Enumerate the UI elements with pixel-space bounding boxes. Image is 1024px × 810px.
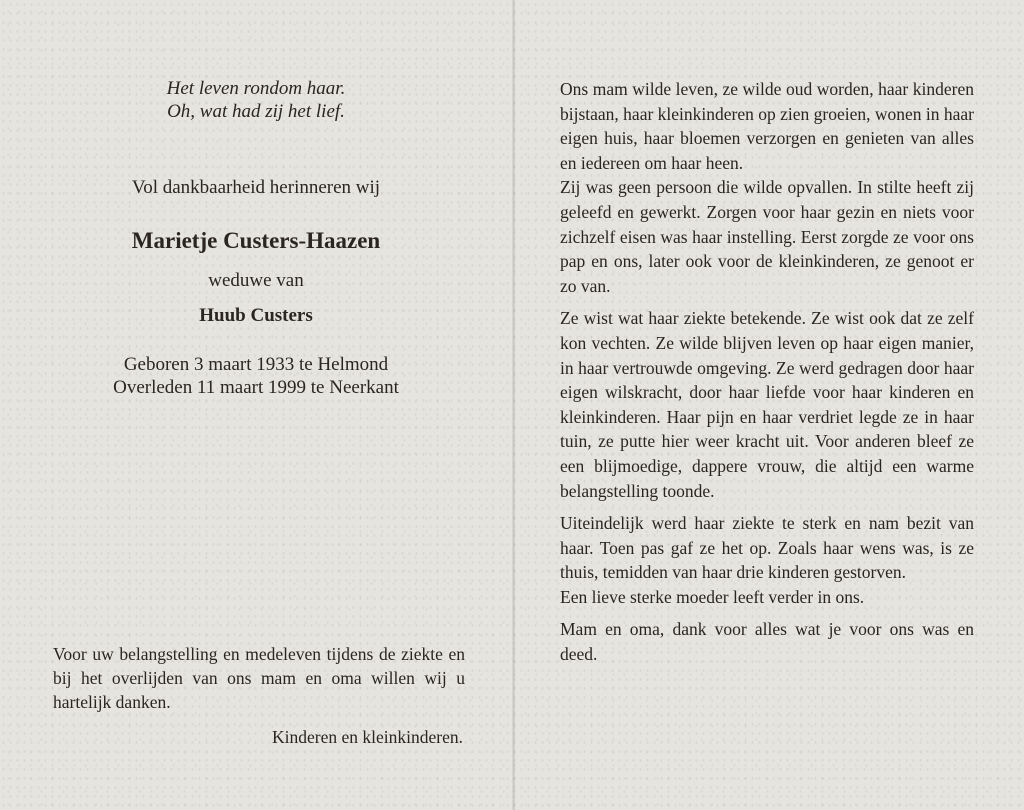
husband-name: Huub Custers — [199, 305, 313, 326]
signature: Kinderen en kleinkinderen. — [272, 727, 463, 747]
paragraph-5: Een lieve sterke moeder leeft verder in ons. — [560, 586, 865, 607]
paragraph-1: Ons mam wilde leven, ze wilde oud worden, haar kinderen bijstaan, haar kleinkinderen op zien groeien, wonen in haar eigen huis, haar bloemen verzorgen en genieten van alles en iedereen om haar heen. — [560, 79, 975, 173]
death-line: Overleden 11 maart 1999 te Neerkant — [113, 377, 399, 398]
thanks-text: Voor uw belangstelling en medeleven tijdens de ziekte en bij het overlijden van ons mam en oma willen wij u hartelijk danken. — [53, 644, 465, 712]
card-fold — [512, 0, 516, 810]
right-panel — [518, 0, 1024, 810]
deceased-name: Marietje Custers-Haazen — [131, 228, 381, 253]
birth-line: Geboren 3 maart 1933 te Helmond — [123, 354, 389, 375]
motto-line-2: Oh, wat had zij het lief. — [167, 101, 345, 122]
intro-text: Vol dankbaarheid herinneren wij — [131, 177, 381, 198]
paragraph-6: Mam en oma, dank voor alles wat je voor ons was en deed. — [560, 619, 974, 665]
widow-of-label: weduwe van — [208, 270, 304, 291]
paragraph-2: Zij was geen persoon die wilde opvallen. In stilte heeft zij geleefd en gewerkt. Zorgen voor haar gezin en niets voor zichzelf eisen was haar instelling. Eerst zorgde ze voor ons pap en ons, later ook voor de kleinkinderen, ze genoot er zo van. — [560, 177, 974, 296]
life-dates — [0, 353, 512, 399]
tribute-text — [560, 77, 974, 675]
motto — [0, 77, 512, 123]
paragraph-4: Uiteindelijk werd haar ziekte te sterk en nam bezit van haar. Toen pas gaf ze het op. Zoals haar wens was, is ze thuis, temidden van haar drie kinderen gestorven. — [560, 513, 974, 583]
paragraph-3: Ze wist wat haar ziekte betekende. Ze wist ook dat ze zelf kon vechten. Ze wilde blijven leven op haar eigen manier, in haar vertrouwde omgeving. Ze werd gedragen door haar eigen wilskracht, door haar liefde voor haar kinderen en kleinkinderen. Haar pijn en haar verdriet legde ze in haar tuin, ze putte hier weer kracht uit. Voor anderen bleef ze een blijmoedige, dappere vrouw, die altijd een warme belangstelling toonde. — [560, 308, 974, 501]
motto-line-1: Het leven rondom haar. — [166, 78, 346, 99]
